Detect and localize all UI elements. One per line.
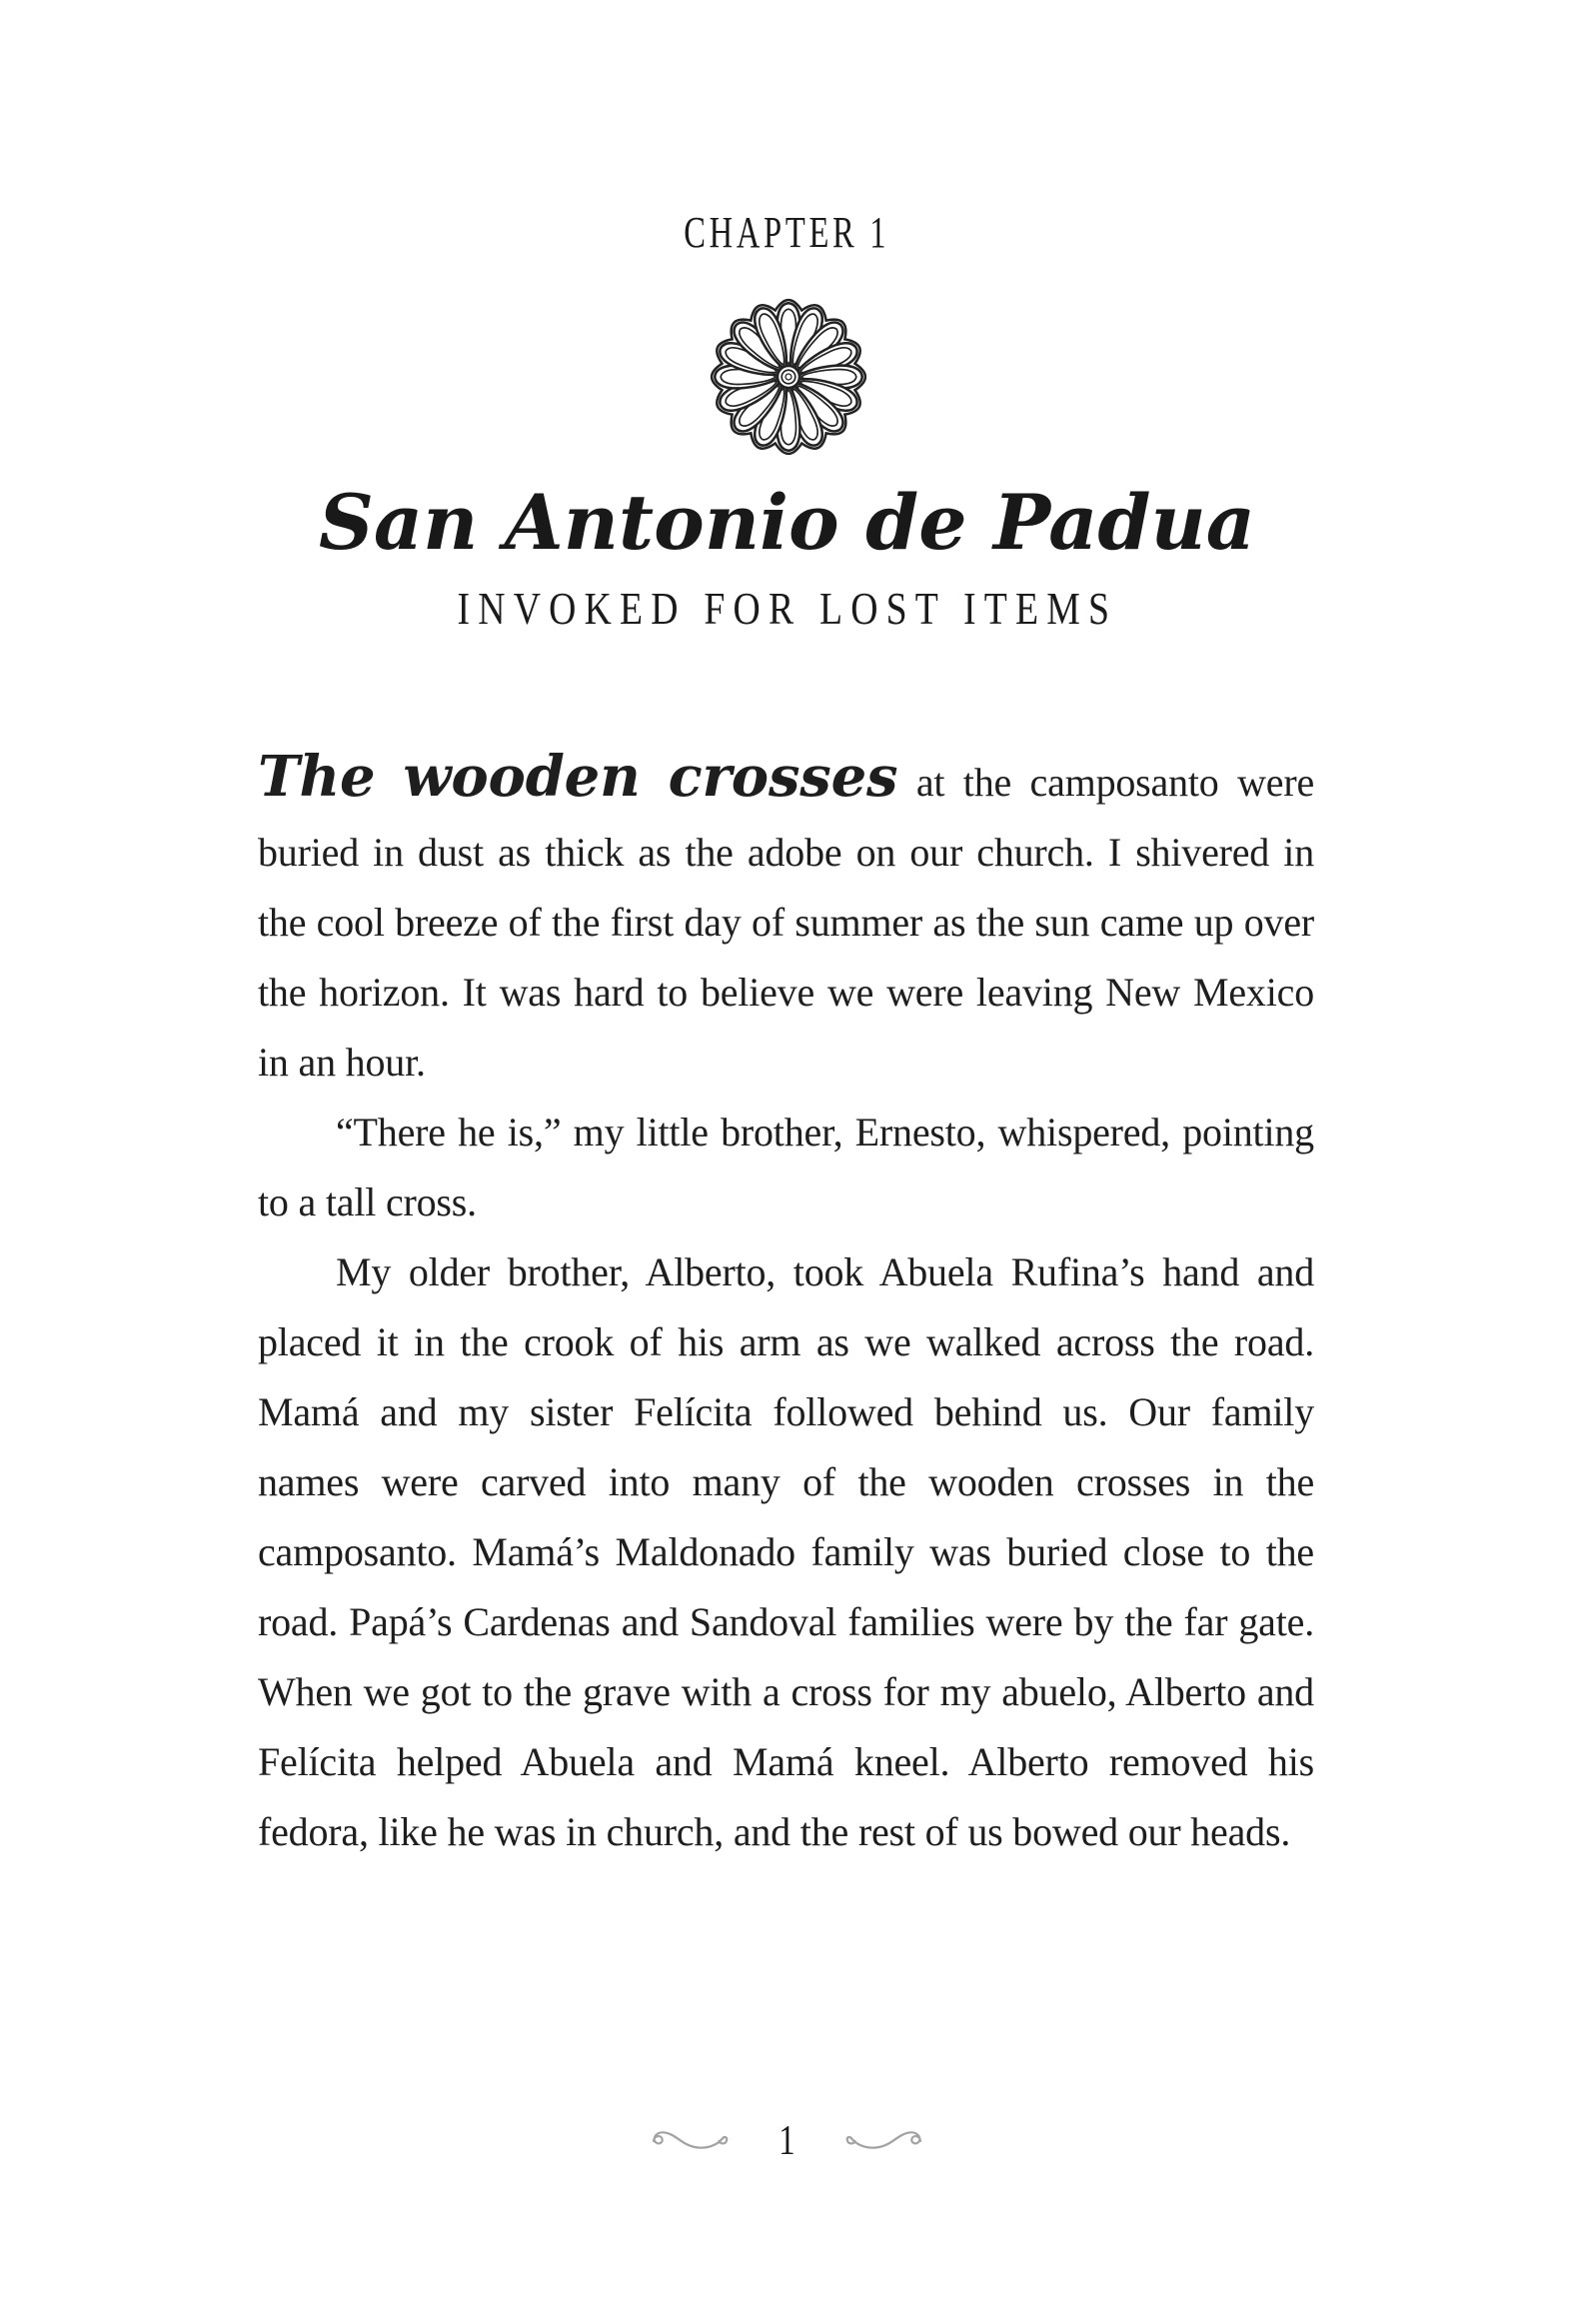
paragraph-text: My older brother, Alberto, took Abuela Rufina’s hand and placed it in the crook of his arm as we walked across the road. Mamá and my sister Felícita followed behind us. Our family names were carved into many of the wooden crosses in the camposanto. Mamá’s Maldonado family was buried close to the road. Papá’s Cardenas and Sandoval families were by the far gate. When we got to the grave with a cross for my abuelo, Alberto and Felícita helped Abuela and Mamá kneel. Alberto removed his fedora, like he was in church, and the rest of us bowed our heads. (258, 1249, 1314, 1854)
lead-script-phrase: The wooden crosses (258, 744, 898, 810)
paragraph-text: at the camposanto were buried in dust as thick as the adobe on our church. I shivered in the cool breeze of the first day of summer as the sun came up over the horizon. It was hard to believe we were leaving New Mexico in an hour. (258, 760, 1315, 1085)
chapter-title: San Antonio de Padua (318, 478, 1256, 567)
chapter-subtitle-label: INVOKED FOR LOST ITEMS (457, 583, 1117, 634)
swash-flourish-right-icon (841, 2126, 925, 2156)
page-number: 1 (779, 2118, 795, 2164)
chapter-subtitle (0, 582, 1574, 635)
page-footer (0, 2117, 1574, 2165)
body-paragraph (258, 1237, 1314, 1867)
chapter-heading (0, 207, 1574, 258)
rosette-ornament (700, 288, 877, 466)
swash-flourish-left-icon (649, 2126, 733, 2156)
story-text (258, 742, 1314, 1867)
body-paragraph (258, 1098, 1314, 1237)
paragraph-text: “There he is,” my little brother, Ernesto, whispered, pointing to a tall cross. (258, 1110, 1314, 1224)
body-paragraph (258, 742, 1314, 1098)
chapter-label: CHAPTER 1 (684, 208, 890, 257)
rosette-icon (700, 288, 877, 466)
